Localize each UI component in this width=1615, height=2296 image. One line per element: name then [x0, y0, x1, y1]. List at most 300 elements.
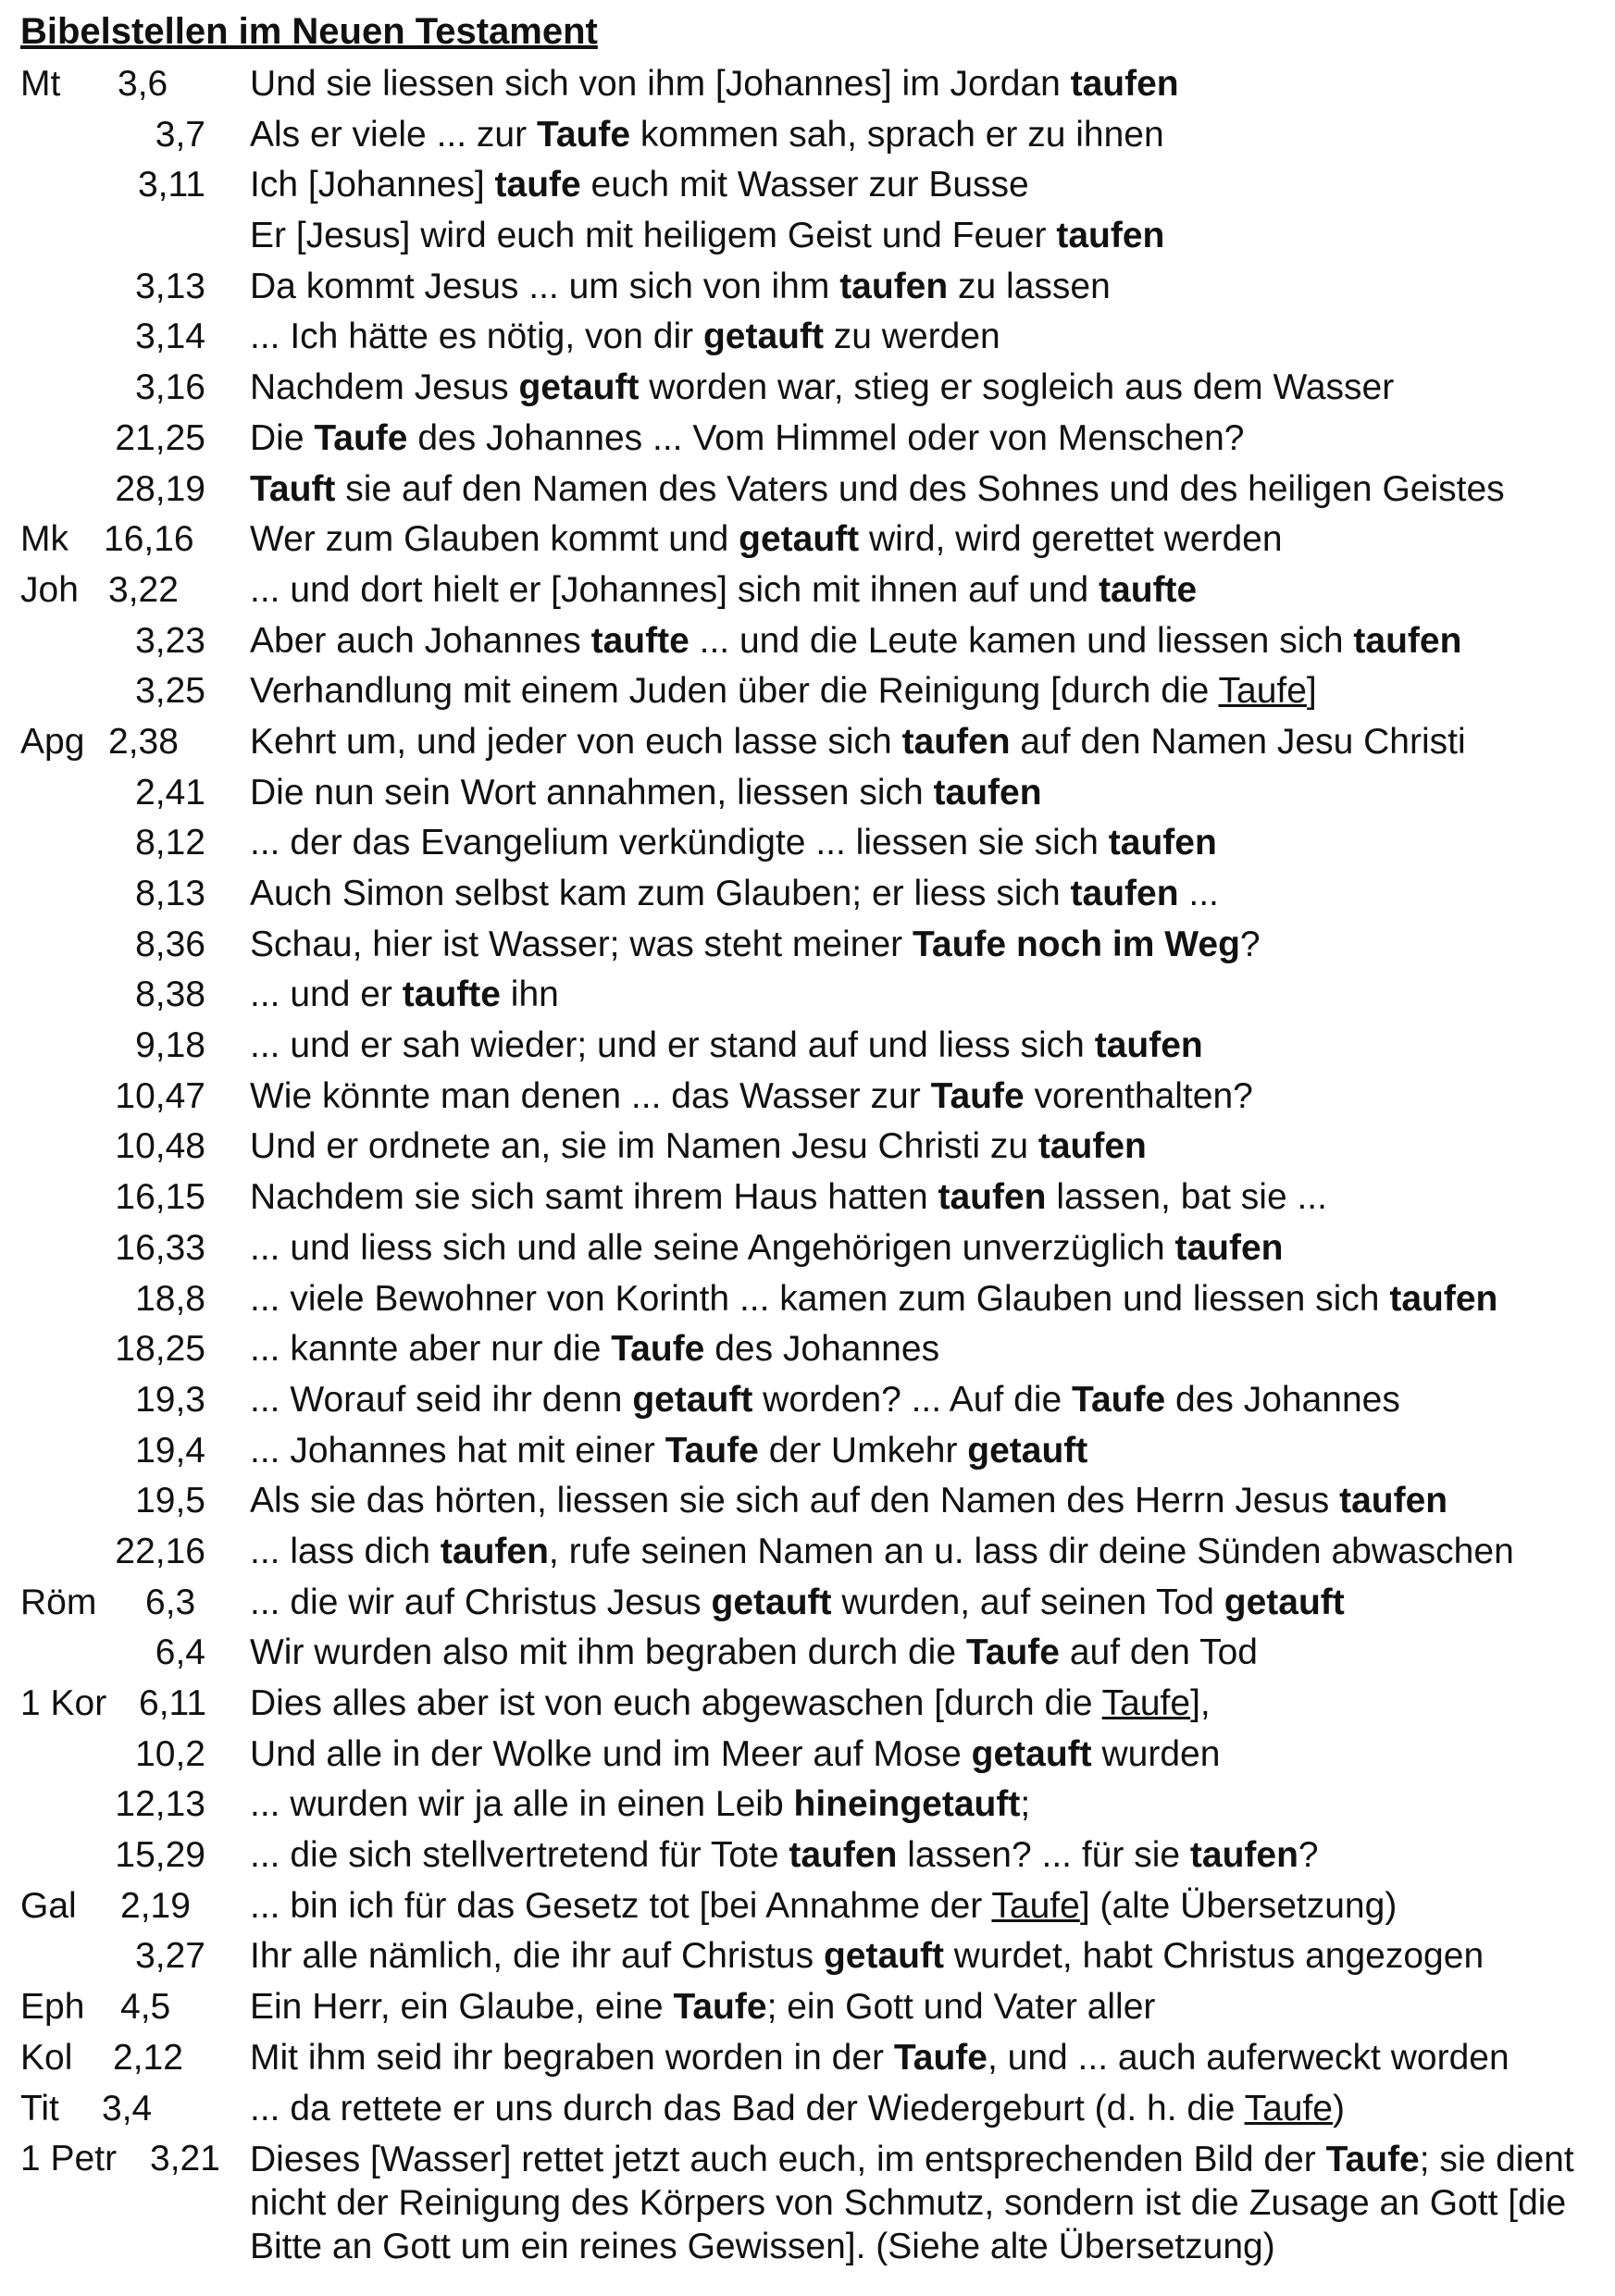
- verse-reference: [20, 515, 242, 565]
- text-segment: Schau, hier ist Wasser; was steht meiner: [250, 924, 913, 964]
- emphasis-bold: taufen: [933, 772, 1042, 813]
- text-segment: der Umkehr: [758, 1430, 968, 1471]
- verse-reference: [20, 1426, 242, 1477]
- chapter-verse: 18,25: [115, 1329, 205, 1370]
- text-segment: vorenthalten?: [1024, 1075, 1253, 1116]
- emphasis-bold: Taufe: [665, 1430, 759, 1471]
- chapter-verse: 6,11: [139, 1683, 207, 1723]
- verse-reference: [20, 1324, 242, 1375]
- verse-row: [0, 414, 1615, 465]
- text-segment: ... die wir auf Christus Jesus: [250, 1582, 712, 1622]
- book-abbreviation: Kol: [20, 2037, 73, 2078]
- verse-row: [0, 515, 1615, 565]
- chapter-verse: 16,33: [115, 1227, 205, 1268]
- verse-row: [0, 1679, 1615, 1730]
- chapter-verse: 28,19: [115, 468, 205, 509]
- text-segment: Als er viele ... zur: [250, 114, 537, 155]
- text-segment: Und sie liessen sich von ihm [Johannes] im Jordan: [250, 64, 1071, 104]
- verse-reference: [20, 920, 242, 971]
- emphasis-bold: taufen: [1108, 823, 1217, 863]
- verse-text: [250, 211, 1601, 262]
- verse-text: [250, 717, 1601, 768]
- text-segment: ...: [1178, 874, 1219, 913]
- verse-text: [250, 1072, 1601, 1123]
- emphasis-bold: taufen: [1094, 1025, 1203, 1066]
- chapter-verse: 6,3: [145, 1582, 196, 1622]
- verse-row: [0, 1122, 1615, 1173]
- verse-row: [0, 1881, 1615, 1932]
- verse-row: [0, 565, 1615, 616]
- verse-reference: [20, 1730, 242, 1781]
- text-segment: ... wurden wir ja alle in einen Leib: [250, 1784, 794, 1825]
- text-segment: Kehrt um, und jeder von euch lasse sich: [250, 721, 902, 762]
- verse-reference: [20, 768, 242, 819]
- chapter-verse: 10,47: [115, 1075, 205, 1116]
- text-segment: ... bin ich für das Gesetz tot [bei Annahme der: [250, 1885, 992, 1926]
- verse-reference: [20, 1780, 242, 1831]
- verse-text: [250, 59, 1601, 110]
- verse-row: [0, 717, 1615, 768]
- verse-text: [250, 565, 1601, 616]
- text-segment: ; sie dient nicht der Reinigung des Körpers von Schmutz, sondern ist die Zusage an Gott [die Bitte an Gott um ein reines Gewissen]. (Siehe alte Übersetzung): [250, 2140, 1574, 2267]
- text-segment: ... lass dich: [250, 1531, 441, 1571]
- text-segment: Verhandlung mit einem Juden über die Reinigung [durch die: [250, 671, 1219, 712]
- verse-text: [250, 1223, 1601, 1274]
- verse-reference: [20, 717, 242, 768]
- emphasis-bold: getauft: [823, 1936, 944, 1977]
- text-segment: des Johannes ... Vom Himmel oder von Menschen?: [407, 417, 1245, 458]
- text-segment: sie auf den Namen des Vaters und des Sohnes und des heiligen Geistes: [335, 468, 1505, 509]
- verse-text: [250, 160, 1601, 211]
- emphasis-bold: Taufe: [1072, 1379, 1166, 1420]
- emphasis-bold: taufen: [1339, 1481, 1448, 1521]
- verse-reference: [20, 1122, 242, 1173]
- verse-text: [250, 1578, 1601, 1629]
- verse-row: [0, 1223, 1615, 1274]
- verse-reference: [20, 869, 242, 920]
- text-segment: worden? ... Auf die: [752, 1379, 1073, 1420]
- text-segment: wurden, auf seinen Tod: [831, 1582, 1224, 1622]
- emphasis-bold: taufen: [1070, 64, 1179, 104]
- chapter-verse: 8,38: [135, 974, 205, 1015]
- verse-text: [250, 1122, 1601, 1173]
- verse-row: [0, 616, 1615, 667]
- chapter-verse: 3,23: [135, 620, 205, 661]
- emphasis-bold: Taufe: [1325, 2140, 1420, 2180]
- text-segment: Nachdem sie sich samt ihrem Haus hatten: [250, 1177, 938, 1218]
- verse-text: [250, 616, 1601, 667]
- verse-reference: [20, 1982, 242, 2033]
- verse-text: [250, 1730, 1601, 1781]
- verse-reference: [20, 414, 242, 465]
- verse-reference: [20, 1223, 242, 1274]
- chapter-verse: 19,3: [135, 1379, 205, 1420]
- text-segment: ... und liess sich und alle seine Angehörigen unverzüglich: [250, 1227, 1175, 1268]
- text-segment: Er [Jesus] wird euch mit heiligem Geist und Feuer: [250, 216, 1057, 256]
- text-segment: Die nun sein Wort annahmen, liessen sich: [250, 772, 934, 813]
- verse-text: [250, 2033, 1601, 2084]
- emphasis-bold: taufen: [1353, 620, 1462, 661]
- text-segment: ... da rettete er uns durch das Bad der Wiedergeburt (d. h. die: [250, 2088, 1245, 2128]
- text-segment: wird, wird gerettet werden: [859, 519, 1283, 560]
- verse-reference: [20, 110, 242, 161]
- verse-text: [250, 666, 1601, 717]
- verse-row: [0, 1730, 1615, 1781]
- verse-text: [250, 262, 1601, 313]
- chapter-verse: 16,15: [115, 1177, 205, 1218]
- text-segment: Die: [250, 417, 315, 458]
- verse-text: [250, 465, 1601, 515]
- text-segment: ... kannte aber nur die: [250, 1329, 612, 1370]
- chapter-verse: 2,38: [108, 721, 179, 762]
- verse-text: [250, 1021, 1601, 1072]
- chapter-verse: 8,12: [135, 823, 205, 863]
- text-segment: ]: [1306, 671, 1317, 712]
- emphasis-bold: taufen: [901, 721, 1011, 762]
- emphasis-bold: getauft: [971, 1733, 1092, 1774]
- emphasis-bold: taufen: [440, 1531, 549, 1571]
- text-segment: ... die sich stellvertretend für Tote: [250, 1835, 789, 1876]
- text-segment: ],: [1190, 1683, 1211, 1723]
- text-segment: ; ein Gott und Vater aller: [766, 1987, 1156, 2028]
- emphasis-bold: Taufe: [930, 1075, 1025, 1116]
- verse-reference: [20, 1931, 242, 1982]
- chapter-verse: 3,27: [135, 1936, 205, 1977]
- page-title: Bibelstellen im Neuen Testament: [20, 11, 598, 52]
- emphasis-bold: taufen: [1056, 216, 1165, 256]
- text-segment: ... und er sah wieder; und er stand auf und liess sich: [250, 1025, 1095, 1066]
- text-segment: ... Johannes hat mit einer: [250, 1430, 665, 1471]
- verse-reference: [20, 1476, 242, 1527]
- emphasis-bold: getauft: [702, 316, 824, 357]
- text-segment: ... und die Leute kamen und liessen sich: [689, 620, 1354, 661]
- chapter-verse: 3,16: [135, 367, 205, 408]
- emphasis-bold: Taufe: [965, 1632, 1060, 1673]
- verse-text: [250, 110, 1601, 161]
- chapter-verse: 2,19: [120, 1885, 191, 1926]
- text-segment: ... Ich hätte es nötig, von dir: [250, 316, 703, 357]
- emphasis-bold: taufte: [1099, 569, 1198, 610]
- verse-reference: [20, 160, 242, 211]
- emphasis-bold: getauft: [518, 367, 640, 408]
- chapter-verse: 10,48: [115, 1126, 205, 1167]
- verse-row: [0, 1021, 1615, 1072]
- verse-row: [0, 1982, 1615, 2033]
- text-segment: Auch Simon selbst kam zum Glauben; er liess sich: [250, 874, 1071, 913]
- text-segment: worden war, stieg er sogleich aus dem Wasser: [639, 367, 1395, 408]
- verse-reference: [20, 1679, 242, 1730]
- text-segment: lassen, bat sie ...: [1046, 1177, 1327, 1218]
- verse-row: [0, 1628, 1615, 1679]
- emphasis-bold: taufen: [789, 1835, 898, 1876]
- verse-reference: [20, 666, 242, 717]
- chapter-verse: 18,8: [135, 1278, 205, 1319]
- text-segment: zu lassen: [948, 266, 1111, 306]
- verse-text: [250, 1982, 1601, 2033]
- verse-text: [250, 1628, 1601, 1679]
- verse-text: [250, 1881, 1601, 1932]
- book-abbreviation: Tit: [20, 2088, 59, 2128]
- text-segment: auf den Tod: [1059, 1632, 1258, 1673]
- verse-text: [250, 363, 1601, 414]
- book-abbreviation: Röm: [20, 1582, 97, 1622]
- verse-text: [250, 1679, 1601, 1730]
- chapter-verse: 3,25: [135, 671, 205, 712]
- emphasis-bold: Taufe: [893, 2037, 988, 2078]
- chapter-verse: 8,36: [135, 924, 205, 964]
- book-abbreviation: Mt: [20, 64, 61, 104]
- chapter-verse: 15,29: [115, 1835, 205, 1876]
- verse-row: [0, 1426, 1615, 1477]
- text-segment: ... der das Evangelium verkündigte ... liessen sie sich: [250, 823, 1109, 863]
- verse-reference: [20, 262, 242, 313]
- text-segment: Da kommt Jesus ... um sich von ihm: [250, 266, 840, 306]
- verse-text: [250, 1274, 1601, 1325]
- verse-row: [0, 465, 1615, 515]
- emphasis-bold: getauft: [632, 1379, 753, 1420]
- book-abbreviation: Gal: [20, 1885, 77, 1926]
- text-segment: ] (alte Übersetzung): [1079, 1885, 1398, 1926]
- text-segment: ... und dort hielt er [Johannes] sich mit ihnen auf und: [250, 569, 1099, 610]
- verse-reference: [20, 565, 242, 616]
- chapter-verse: 8,13: [135, 874, 205, 913]
- text-segment: Wie könnte man denen ... das Wasser zur: [250, 1075, 931, 1116]
- verse-row: [0, 312, 1615, 363]
- text-segment: ... und er: [250, 974, 403, 1015]
- verse-row: [0, 110, 1615, 161]
- text-segment: lassen? ... für sie: [897, 1835, 1190, 1876]
- verse-text: [250, 1324, 1601, 1375]
- verse-row: [0, 1527, 1615, 1578]
- chapter-verse: 3,22: [108, 569, 179, 610]
- text-segment: Mit ihm seid ihr begraben worden in der: [250, 2037, 894, 2078]
- text-segment: Ihr alle nämlich, die ihr auf Christus: [250, 1936, 824, 1977]
- verse-text: [250, 1831, 1601, 1881]
- text-segment: , rufe seinen Namen an u. lass dir deine Sünden abwaschen: [548, 1531, 1514, 1571]
- verse-text: [250, 1931, 1601, 1982]
- emphasis-bold: taufen: [839, 266, 949, 306]
- chapter-verse: 3,13: [135, 266, 205, 306]
- chapter-verse: 3,21: [150, 2139, 220, 2179]
- emphasis-bold: taufen: [938, 1177, 1047, 1218]
- text-segment: Dies alles aber ist von euch abgewaschen [durch die: [250, 1683, 1102, 1723]
- verse-text: [250, 1375, 1601, 1426]
- text-segment: kommen sah, sprach er zu ihnen: [630, 114, 1164, 155]
- text-segment: Als sie das hörten, liessen sie sich auf den Namen des Herrn Jesus: [250, 1481, 1340, 1521]
- emphasis-bold: Taufe: [314, 417, 408, 458]
- emphasis-underline: Taufe: [1218, 671, 1307, 712]
- book-abbreviation: 1 Kor: [20, 1683, 107, 1723]
- verse-row: [0, 920, 1615, 971]
- verse-row: [0, 160, 1615, 211]
- text-segment: Ein Herr, ein Glaube, eine: [250, 1987, 674, 2028]
- emphasis-bold: getauft: [967, 1430, 1088, 1471]
- verse-reference: [20, 616, 242, 667]
- emphasis-bold: taufte: [590, 620, 689, 661]
- verse-row: [0, 2084, 1615, 2135]
- text-segment: auf den Namen Jesu Christi: [1010, 721, 1466, 762]
- text-segment: wurden: [1091, 1733, 1221, 1774]
- verse-reference: [20, 970, 242, 1021]
- verse-text: [250, 1527, 1601, 1578]
- chapter-verse: 12,13: [115, 1784, 205, 1825]
- verse-text: [250, 1426, 1601, 1477]
- verse-row: [0, 869, 1615, 920]
- verse-reference: [20, 1527, 242, 1578]
- verse-row: [0, 1324, 1615, 1375]
- verse-text: [250, 414, 1601, 465]
- text-segment: Ich [Johannes]: [250, 165, 495, 205]
- book-abbreviation: Eph: [20, 1987, 85, 2028]
- verse-reference: [20, 818, 242, 869]
- verse-row: [0, 2134, 1615, 2271]
- verse-reference: [20, 211, 242, 262]
- text-segment: , und ... auch auferweckt worden: [987, 2037, 1509, 2078]
- verse-row: [0, 363, 1615, 414]
- emphasis-bold: Taufe: [673, 1987, 767, 2028]
- text-segment: ihn: [500, 974, 559, 1015]
- verse-reference: [20, 2033, 242, 2084]
- text-segment: wurdet, habt Christus angezogen: [943, 1936, 1485, 1977]
- verse-row: [0, 1072, 1615, 1123]
- text-segment: Wir wurden also mit ihm begraben durch die: [250, 1632, 966, 1673]
- emphasis-bold: hineingetauft: [793, 1784, 1021, 1825]
- text-segment: Und alle in der Wolke und im Meer auf Mose: [250, 1733, 972, 1774]
- chapter-verse: 3,7: [155, 114, 205, 155]
- text-segment: zu werden: [823, 316, 1000, 357]
- verse-list: [0, 59, 1615, 2271]
- verse-text: [250, 818, 1601, 869]
- verse-text: [250, 2138, 1601, 2268]
- emphasis-bold: Taufe noch im Weg: [912, 924, 1240, 964]
- verse-reference: [20, 312, 242, 363]
- verse-row: [0, 59, 1615, 110]
- emphasis-bold: Tauft: [250, 468, 336, 509]
- emphasis-bold: taufen: [1070, 874, 1179, 913]
- emphasis-bold: taufen: [1174, 1227, 1284, 1268]
- text-segment: euch mit Wasser zur Busse: [580, 165, 1029, 205]
- chapter-verse: 3,4: [102, 2088, 153, 2128]
- verse-reference: [20, 2084, 242, 2135]
- text-segment: Und er ordnete an, sie im Namen Jesu Christi zu: [250, 1126, 1038, 1167]
- verse-reference: [20, 1274, 242, 1325]
- verse-row: [0, 768, 1615, 819]
- text-segment: Aber auch Johannes: [250, 620, 591, 661]
- verse-reference: [20, 1881, 242, 1932]
- chapter-verse: 3,14: [135, 316, 205, 357]
- verse-row: [0, 1274, 1615, 1325]
- verse-row: [0, 1931, 1615, 1982]
- verse-reference: [20, 1375, 242, 1426]
- verse-row: [0, 211, 1615, 262]
- text-segment: ... Worauf seid ihr denn: [250, 1379, 633, 1420]
- verse-text: [250, 1173, 1601, 1223]
- chapter-verse: 2,12: [113, 2037, 183, 2078]
- verse-row: [0, 818, 1615, 869]
- emphasis-bold: taufe: [494, 165, 581, 205]
- verse-text: [250, 768, 1601, 819]
- text-segment: ;: [1020, 1784, 1031, 1825]
- verse-reference: [20, 1173, 242, 1223]
- verse-row: [0, 666, 1615, 717]
- emphasis-bold: Taufe: [536, 114, 631, 155]
- verse-row: [0, 1578, 1615, 1629]
- emphasis-bold: taufen: [1037, 1126, 1147, 1167]
- verse-text: [250, 1780, 1601, 1831]
- chapter-verse: 22,16: [115, 1531, 205, 1571]
- verse-text: [250, 970, 1601, 1021]
- chapter-verse: 9,18: [135, 1025, 205, 1066]
- emphasis-bold: getauft: [1224, 1582, 1345, 1622]
- emphasis-bold: taufen: [1389, 1278, 1498, 1319]
- emphasis-bold: Taufe: [611, 1329, 705, 1370]
- verse-text: [250, 920, 1601, 971]
- emphasis-bold: taufte: [402, 974, 501, 1015]
- book-abbreviation: Apg: [20, 721, 85, 762]
- text-segment: des Johannes: [1165, 1379, 1400, 1420]
- text-segment: Dieses [Wasser] rettet jetzt auch euch, im entsprechenden Bild der: [250, 2140, 1326, 2180]
- verse-reference: [20, 1628, 242, 1679]
- emphasis-bold: taufen: [1189, 1835, 1298, 1876]
- verse-row: [0, 2033, 1615, 2084]
- verse-reference: [20, 363, 242, 414]
- text-segment: Wer zum Glauben kommt und: [250, 519, 739, 560]
- verse-reference: [20, 1578, 242, 1629]
- emphasis-underline: Taufe: [991, 1885, 1080, 1926]
- verse-text: [250, 515, 1601, 565]
- verse-row: [0, 1780, 1615, 1831]
- text-segment: des Johannes: [704, 1329, 940, 1370]
- verse-reference: [20, 1021, 242, 1072]
- text-segment: ... viele Bewohner von Korinth ... kamen zum Glauben und liessen sich: [250, 1278, 1390, 1319]
- text-segment: ?: [1239, 924, 1261, 964]
- emphasis-underline: Taufe: [1101, 1683, 1191, 1723]
- chapter-verse: 2,41: [135, 772, 205, 813]
- verse-text: [250, 869, 1601, 920]
- verse-text: [250, 2084, 1601, 2135]
- emphasis-bold: getauft: [711, 1582, 832, 1622]
- verse-row: [0, 1173, 1615, 1223]
- verse-text: [250, 312, 1601, 363]
- chapter-verse: 3,11: [137, 165, 205, 205]
- verse-row: [0, 262, 1615, 313]
- verse-row: [0, 1831, 1615, 1881]
- chapter-verse: 19,4: [135, 1430, 205, 1471]
- chapter-verse: 4,5: [120, 1987, 171, 2028]
- chapter-verse: 3,6: [118, 64, 168, 104]
- verse-reference: [20, 1831, 242, 1881]
- verse-row: [0, 1375, 1615, 1426]
- verse-reference: [20, 59, 242, 110]
- verse-reference: [20, 2134, 242, 2185]
- verse-reference: [20, 1072, 242, 1123]
- book-abbreviation: Mk: [20, 519, 68, 560]
- verse-row: [0, 970, 1615, 1021]
- chapter-verse: 16,16: [104, 519, 194, 560]
- emphasis-bold: getauft: [739, 519, 860, 560]
- verse-text: [250, 1476, 1601, 1527]
- verse-row: [0, 1476, 1615, 1527]
- text-segment: ?: [1298, 1835, 1319, 1876]
- chapter-verse: 10,2: [135, 1733, 205, 1774]
- text-segment: Nachdem Jesus: [250, 367, 519, 408]
- book-abbreviation: Joh: [20, 569, 79, 610]
- chapter-verse: 21,25: [115, 417, 205, 458]
- emphasis-underline: Taufe: [1244, 2088, 1333, 2128]
- chapter-verse: 19,5: [135, 1481, 205, 1521]
- book-abbreviation: 1 Petr: [20, 2139, 118, 2179]
- text-segment: ): [1332, 2088, 1345, 2128]
